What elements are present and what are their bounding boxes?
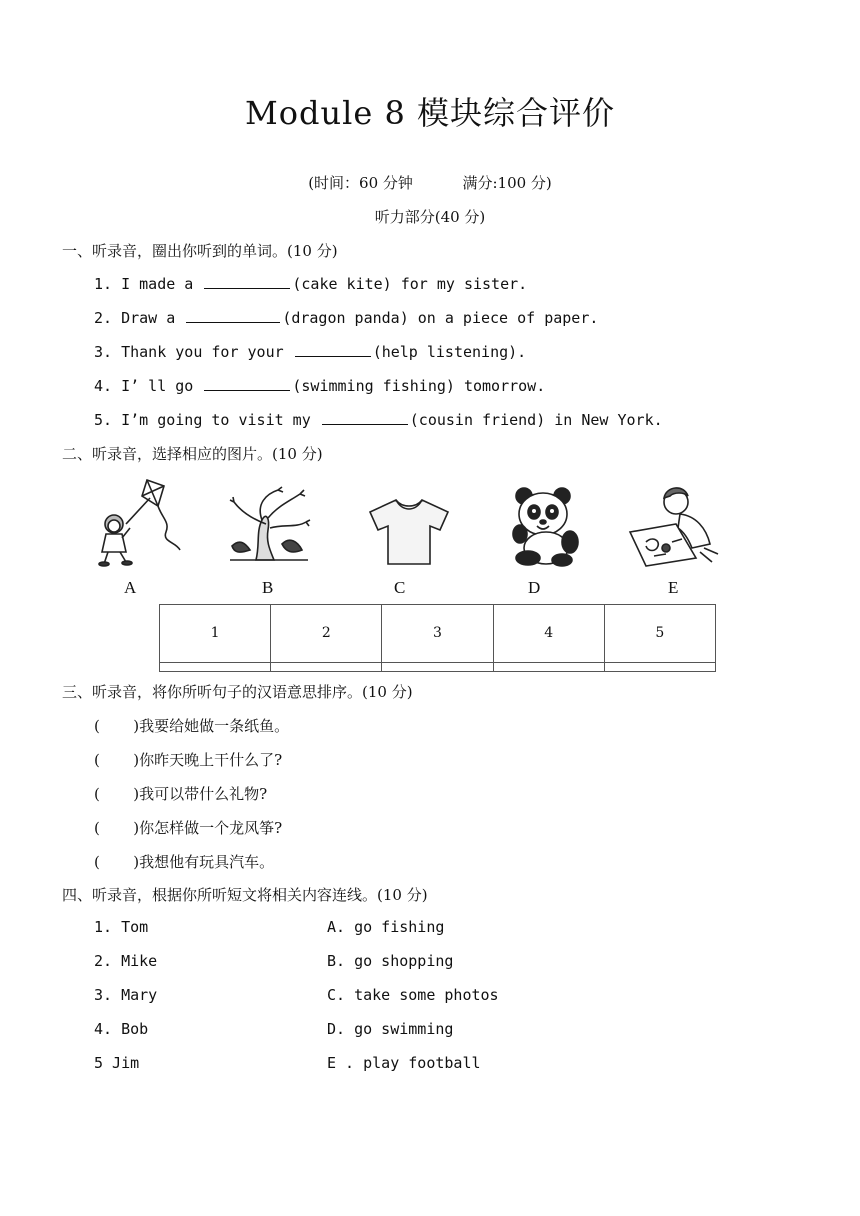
listening-part-heading: 听力部分(40 分) bbox=[374, 208, 486, 226]
s4-left-1: 1. Tom bbox=[94, 918, 149, 936]
section4-heading: 四、听录音，根据你所听短文将相关内容连线。(10 分) bbox=[62, 886, 428, 904]
s4-left-2: 2. Mike bbox=[94, 952, 158, 970]
table-header-row bbox=[160, 605, 716, 663]
section1-heading: 一、听录音，圈出你听到的单词。(10 分) bbox=[62, 242, 338, 260]
time-limit: (时间：60 分钟 bbox=[308, 174, 413, 192]
s1-item-1: 1. I made a (cake kite) for my sister. bbox=[94, 275, 528, 293]
table-header-cell: 1 bbox=[160, 605, 271, 663]
answer-blank[interactable] bbox=[204, 376, 290, 391]
s3-item-5: ( )我想他有玩具汽车。 bbox=[94, 853, 275, 871]
s1-item-4: 4. I’ ll go (swimming fishing) tomorrow. bbox=[94, 377, 546, 395]
answer-cell[interactable] bbox=[160, 662, 271, 671]
answer-blank[interactable] bbox=[186, 308, 280, 323]
picture-label-c: C bbox=[394, 578, 406, 597]
s4-left-5: 5 Jim bbox=[94, 1054, 140, 1072]
table-header-cell: 2 bbox=[271, 605, 382, 663]
s4-right-e: E . play football bbox=[327, 1054, 481, 1072]
tree-icon bbox=[226, 484, 312, 564]
s1-item-3: 3. Thank you for your (help listening). bbox=[94, 343, 527, 361]
page-title: Module 8 模块综合评价 bbox=[244, 94, 615, 132]
table-answer-row bbox=[160, 662, 716, 671]
answer-blank[interactable] bbox=[322, 410, 408, 425]
s4-right-d: D. go swimming bbox=[327, 1020, 454, 1038]
tshirt-icon bbox=[368, 496, 450, 568]
panda-icon bbox=[506, 486, 582, 568]
s1-item-5: 5. I’m going to visit my (cousin friend) in New York. bbox=[94, 411, 663, 429]
picture-label-d: D bbox=[528, 578, 541, 597]
answer-blank[interactable] bbox=[204, 274, 290, 289]
answer-blank[interactable] bbox=[295, 342, 371, 357]
s4-right-b: B. go shopping bbox=[327, 952, 454, 970]
s4-left-4: 4. Bob bbox=[94, 1020, 149, 1038]
section2-heading: 二、听录音，选择相应的图片。(10 分) bbox=[62, 445, 323, 463]
s3-item-1: ( )我要给她做一条纸鱼。 bbox=[94, 717, 290, 735]
full-score: 满分:100 分) bbox=[462, 174, 552, 192]
s1-item-2: 2. Draw a (dragon panda) on a piece of paper. bbox=[94, 309, 599, 327]
s4-left-3: 3. Mary bbox=[94, 986, 158, 1004]
s4-right-a: A. go fishing bbox=[327, 918, 445, 936]
answer-cell[interactable] bbox=[493, 662, 604, 671]
answer-cell[interactable] bbox=[271, 662, 382, 671]
answer-table bbox=[159, 604, 716, 672]
s4-right-c: C. take some photos bbox=[327, 986, 499, 1004]
s3-item-4: ( )你怎样做一个龙风筝? bbox=[94, 819, 283, 837]
picture-label-e: E bbox=[668, 578, 679, 597]
section3-heading: 三、听录音，将你所听句子的汉语意思排序。(10 分) bbox=[62, 683, 413, 701]
answer-cell[interactable] bbox=[604, 662, 715, 671]
s3-item-3: ( )我可以带什么礼物? bbox=[94, 785, 268, 803]
girl-with-kite-icon bbox=[92, 476, 188, 568]
table-header-cell: 3 bbox=[382, 605, 493, 663]
exam-info bbox=[0, 172, 860, 193]
picture-label-b: B bbox=[262, 578, 274, 597]
s3-item-2: ( )你昨天晚上干什么了? bbox=[94, 751, 283, 769]
answer-cell[interactable] bbox=[382, 662, 493, 671]
table-header-cell: 5 bbox=[604, 605, 715, 663]
picture-label-a: A bbox=[124, 578, 137, 597]
boy-drawing-icon bbox=[626, 482, 720, 570]
table-header-cell: 4 bbox=[493, 605, 604, 663]
